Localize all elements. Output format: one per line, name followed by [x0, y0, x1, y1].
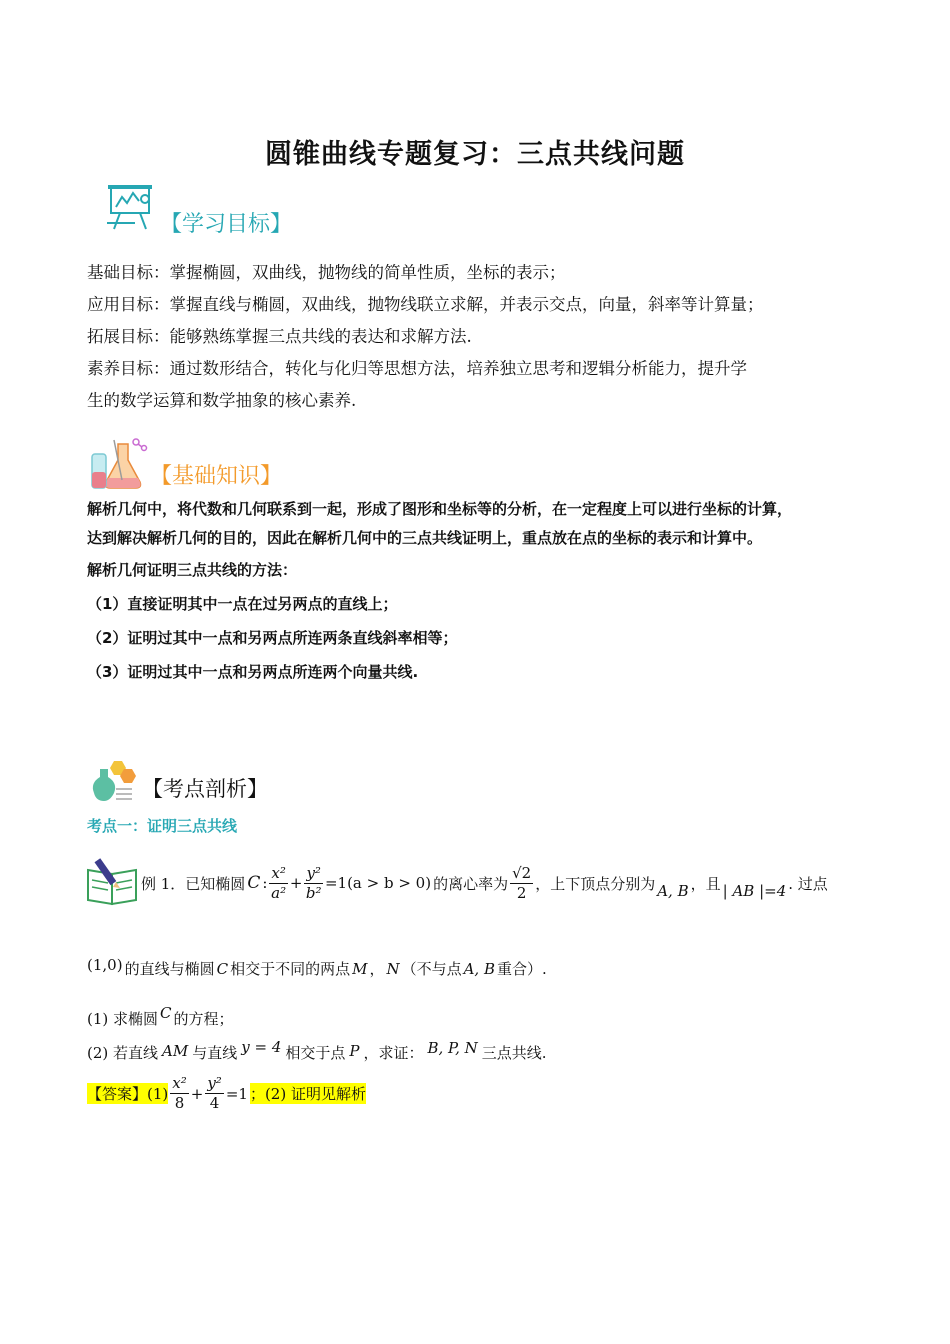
vertex-text: ，上下顶点分别为: [535, 874, 656, 893]
methods-title: 解析几何证明三点共线的方法：: [87, 561, 298, 579]
goals-heading: 【学习目标】: [160, 212, 293, 237]
goal-line: 基础目标：掌握椭圆，双曲线，抛物线的简单性质，坐标的表示；: [87, 263, 566, 282]
flask-hexagon-icon: [86, 759, 136, 803]
answer-rest: ；(2) 证明见解析: [249, 1085, 366, 1103]
equals-one: =1: [225, 1084, 248, 1103]
points-B-P-N: B, P, N: [427, 1039, 478, 1057]
goal-line: 生的数学运算和数学抽象的核心素养.: [87, 391, 357, 410]
answer-line: [87, 1076, 366, 1111]
goal-line: 素养目标：通过数形结合，转化与化归等思想方法，培养独立思考和逻辑分析能力，提升学: [87, 359, 747, 378]
point-1-0: (1,0): [87, 955, 123, 974]
line2-text: （不与点: [401, 960, 462, 978]
points-A-B: A, B: [463, 959, 495, 978]
var-N: N: [386, 959, 400, 978]
example-label: 例 1．已知椭圆: [141, 874, 246, 893]
chemistry-flask-icon: [88, 434, 148, 492]
q1-text: (1) 求椭圆: [87, 1010, 159, 1028]
answer-label: 【答案】(1): [87, 1085, 169, 1103]
line2-text: 相交于不同的两点: [230, 960, 351, 978]
example-1-line-1: [141, 860, 828, 906]
q2-text: 与直线: [192, 1044, 238, 1062]
q2-text: 相交于点: [285, 1044, 346, 1062]
pass-text: . 过点: [788, 874, 828, 893]
line-y-4: y = 4: [241, 1038, 282, 1056]
line-AM: AM: [162, 1042, 189, 1060]
method-item: （1）直接证明其中一点在过另两点的直线上；: [87, 595, 398, 613]
var-C: C: [216, 959, 229, 978]
var-M: M: [352, 959, 368, 978]
comma: ，: [369, 960, 385, 978]
fraction-sqrt2-2: $\frac{√2}{2}$: [512, 863, 532, 902]
analysis-heading: 【考点剖析】: [142, 777, 268, 801]
q2-text: 三点共线.: [481, 1044, 547, 1062]
colon: :: [262, 874, 268, 892]
book-pencil-icon: [86, 856, 140, 906]
var-P: P: [349, 1042, 360, 1060]
example-1-line-2: [87, 955, 547, 979]
q2-text: (2) 若直线: [87, 1044, 159, 1062]
point-1-title: 考点一：证明三点共线: [87, 817, 238, 835]
line2-text: 重合）.: [497, 960, 547, 978]
goal-line: 应用目标：掌握直线与椭圆，双曲线，抛物线联立求解，并表示交点，向量，斜率等计算量；: [87, 295, 764, 314]
q2-text: ，求证：: [363, 1044, 424, 1062]
plus: +: [190, 1084, 204, 1103]
fraction-x2-a2: $\frac{\text{x²}}{\text{a²}}$: [271, 863, 287, 902]
presentation-board-icon: [105, 183, 157, 233]
page-title: 圆锥曲线专题复习：三点共线问题: [265, 139, 685, 170]
method-item: （2）证明过其中一点和另两点所连两条直线斜率相等；: [87, 629, 458, 647]
goals-list: [87, 257, 877, 417]
question-1: [87, 1004, 234, 1029]
goal-line: 拓展目标：能够熟练掌握三点共线的表达和求解方法.: [87, 327, 472, 346]
basics-para-2: 达到解决解析几何的目的，因此在解析几何中的三点共线证明上，重点放在点的坐标的表示和计算中。: [87, 529, 763, 547]
eccentricity-text: 的离心率为: [433, 874, 509, 893]
q1-text: 的方程；: [173, 1010, 234, 1028]
fraction-x2-8: $\frac{\text{x²}}{8}$: [172, 1074, 187, 1112]
basics-para-1: 解析几何中，将代数和几何联系到一起，形成了图形和坐标等的分析，在一定程度上可以进行坐标的计算，: [87, 500, 793, 518]
AB-length: | AB |=4: [722, 882, 787, 900]
points-A-B: A, B: [657, 882, 689, 900]
method-item: （3）证明过其中一点和另两点所连两个向量共线.: [87, 663, 419, 681]
and-text: ，且: [690, 874, 721, 893]
line2-text: 的直线与椭圆: [124, 960, 215, 978]
var-C: C: [160, 1004, 172, 1022]
ellipse-condition: =1(a > b > 0): [324, 874, 432, 892]
plus: +: [289, 874, 303, 892]
var-C: C: [247, 873, 261, 893]
fraction-y2-4: $\frac{\text{y²}}{4}$: [207, 1074, 222, 1112]
question-2: [87, 1038, 547, 1063]
fraction-y2-b2: $\frac{\text{y²}}{\text{b²}}$: [305, 863, 322, 902]
basics-heading: 【基础知识】: [150, 464, 283, 489]
